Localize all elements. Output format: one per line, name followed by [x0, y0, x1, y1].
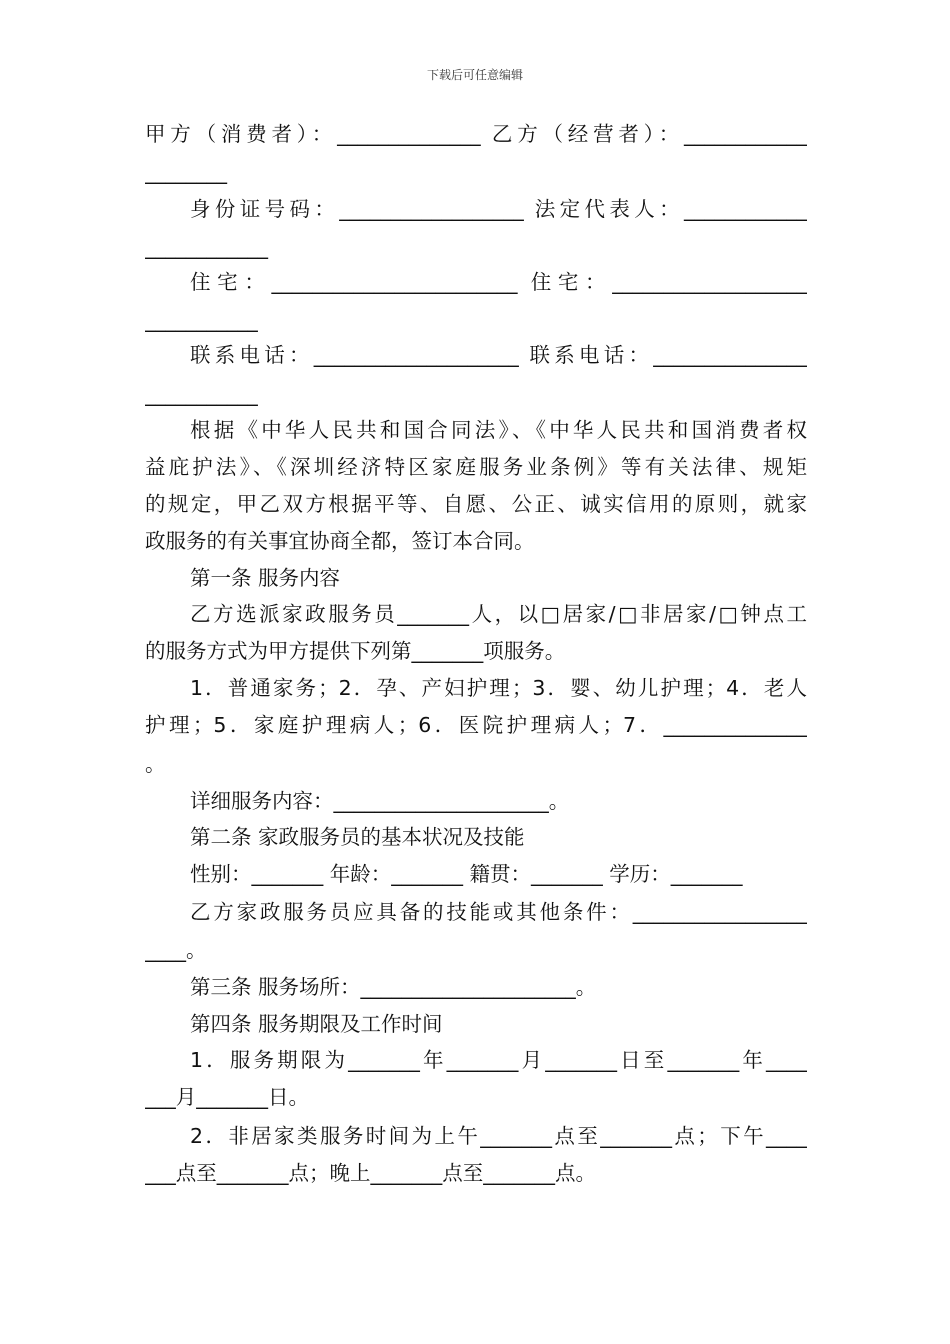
- article-3-line: 第三条 服务场所：_____________________。: [190, 975, 597, 999]
- service-list-line-3: 。: [145, 752, 166, 776]
- service-detail-line: 详细服务内容：_____________________。: [190, 789, 570, 813]
- party-a-b-line: 甲方（消费者）：______________ 乙方（经营者）：____________: [145, 122, 807, 146]
- service-period-line-2: ___月_______日。: [145, 1085, 309, 1109]
- article-1-line-1: 乙方选派家政服务员_______人，以□居家/□非居家/□钟点工: [190, 602, 807, 626]
- party-line-continuation: ________: [145, 160, 227, 184]
- worker-basic-info-line: 性别：_______ 年龄：_______ 籍贯：_______ 学历：_______: [190, 862, 743, 886]
- worker-skills-continuation: ____。: [145, 938, 207, 962]
- preamble-line-4: 政服务的有关事宜协商全都，签订本合同。: [145, 529, 535, 553]
- article-4-heading: 第四条 服务期限及工作时间: [190, 1012, 443, 1036]
- service-list-line-1: 1．普通家务；2．孕、产妇护理；3．婴、幼儿护理；4．老人: [190, 676, 807, 700]
- preamble-line-3: 的规定，甲乙双方根据平等、自愿、公正、诚实信用的原则，就家: [145, 492, 807, 516]
- residence-line: 住宅：________________________ 住宅：___________________: [190, 270, 807, 294]
- service-period-line-1: 1．服务期限为_______年_______月_______日至_______年____: [190, 1048, 807, 1072]
- page-header: 下载后可任意编辑: [426, 68, 523, 82]
- preamble-line-1: 根据《中华人民共和国合同法》、《中华人民共和国消费者权: [190, 418, 807, 442]
- work-hours-line-2: ___点至_______点；晚上_______点至_______点。: [145, 1161, 596, 1185]
- article-1-heading: 第一条 服务内容: [190, 566, 341, 590]
- service-list-line-2: 护理；5．家庭护理病人；6．医院护理病人；7．______________: [145, 713, 807, 737]
- phone-line: 联系电话：____________________ 联系电话：_______________: [190, 343, 807, 367]
- worker-skills-line: 乙方家政服务员应具备的技能或其他条件：_________________: [190, 900, 807, 924]
- id-line-continuation: ____________: [145, 235, 268, 259]
- id-number-line: 身份证号码：__________________ 法定代表人：____________: [190, 197, 807, 221]
- residence-line-continuation: ___________: [145, 308, 258, 332]
- work-hours-line-1: 2．非居家类服务时间为上午_______点至_______点；下午____: [190, 1124, 807, 1148]
- article-2-heading: 第二条 家政服务员的基本状况及技能: [190, 825, 525, 849]
- preamble-line-2: 益庇护法》、《深圳经济特区家庭服务业条例》等有关法律、规矩: [145, 455, 807, 479]
- phone-line-continuation: ___________: [145, 382, 258, 406]
- article-1-line-2: 的服务方式为甲方提供下列第_______项服务。: [145, 639, 566, 663]
